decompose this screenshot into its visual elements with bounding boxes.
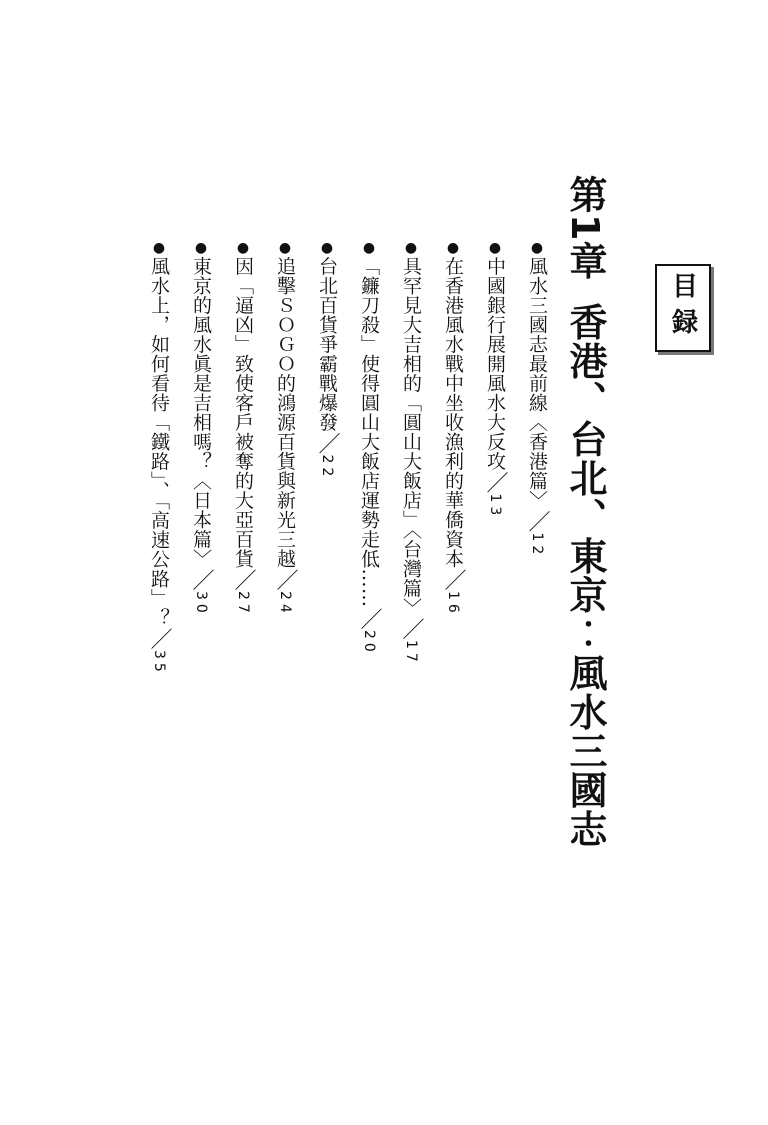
entry-text: 風水上，如何看待「鐵路」、「高速公路」？ bbox=[148, 256, 170, 628]
entry-page: 17 bbox=[403, 640, 419, 666]
toc-entry[interactable] bbox=[232, 240, 254, 617]
entry-text: 因「逼凶」致使客戶被奪的大亞百貨 bbox=[232, 256, 254, 569]
entry-slash: ／ bbox=[273, 568, 298, 591]
bullet-icon: ● bbox=[235, 240, 251, 257]
entry-slash: ／ bbox=[357, 607, 382, 630]
entry-page: 13 bbox=[487, 493, 503, 520]
entry-text: 台北百貨爭霸戰爆發 bbox=[316, 256, 338, 432]
entry-text: 風水三國志最前線〈香港篇〉 bbox=[526, 256, 548, 510]
toc-entry[interactable] bbox=[526, 240, 548, 558]
entry-text: 「鐮刀殺」使得圓山大飯店運勢走低…… bbox=[358, 256, 380, 608]
toc-entry[interactable] bbox=[358, 240, 380, 656]
bullet-icon: ● bbox=[319, 240, 335, 257]
toc-entry[interactable] bbox=[484, 240, 506, 519]
toc-entry[interactable] bbox=[400, 240, 422, 666]
entry-page: 16 bbox=[445, 591, 461, 617]
entry-slash: ／ bbox=[399, 617, 424, 640]
bullet-icon: ● bbox=[361, 240, 377, 257]
bullet-icon: ● bbox=[529, 240, 545, 257]
entry-page: 20 bbox=[361, 630, 377, 656]
entry-page: 35 bbox=[151, 650, 167, 676]
bullet-icon: ● bbox=[193, 240, 209, 257]
entry-text: 具罕見大吉相的「圓山大飯店」〈台灣篇〉 bbox=[400, 256, 422, 618]
toc-entry[interactable] bbox=[148, 240, 170, 676]
chapter-heading bbox=[563, 175, 607, 849]
bullet-icon: ● bbox=[487, 240, 503, 257]
entry-slash: ／ bbox=[483, 471, 508, 494]
bullet-icon: ● bbox=[277, 240, 293, 257]
entry-page: 24 bbox=[277, 591, 293, 617]
toc-title-box bbox=[655, 264, 711, 352]
toc-entry[interactable] bbox=[442, 240, 464, 617]
bullet-icon: ● bbox=[403, 240, 419, 257]
entry-slash: ／ bbox=[525, 510, 550, 533]
entry-text: 中國銀行展開風水大反攻 bbox=[484, 256, 506, 471]
entry-page: 22 bbox=[319, 454, 335, 481]
chapter-label: 第1章 bbox=[563, 175, 607, 281]
entry-slash: ／ bbox=[315, 432, 340, 455]
entry-slash: ／ bbox=[441, 568, 466, 591]
bullet-icon: ● bbox=[151, 240, 167, 257]
toc-entry[interactable] bbox=[190, 240, 212, 617]
entry-text: 在香港風水戰中坐收漁利的華僑資本 bbox=[442, 256, 464, 569]
chapter-title: 香港、台北、東京︰風水三國志 bbox=[563, 302, 607, 849]
entry-text: 追擊ＳＯＧＯ的鴻源百貨與新光三越 bbox=[274, 256, 296, 569]
toc-entry[interactable] bbox=[274, 240, 296, 617]
entry-page: 12 bbox=[529, 532, 545, 559]
toc-title: 目録 bbox=[667, 272, 698, 344]
entry-text: 東京的風水眞是吉相嗎？〈日本篇〉 bbox=[190, 256, 212, 569]
entry-page: 30 bbox=[193, 591, 209, 617]
bullet-icon: ● bbox=[445, 240, 461, 257]
entry-page: 27 bbox=[235, 591, 251, 617]
entry-slash: ／ bbox=[231, 568, 256, 591]
entry-slash: ／ bbox=[189, 568, 214, 591]
entry-slash: ／ bbox=[147, 627, 172, 650]
toc-entry[interactable] bbox=[316, 240, 338, 480]
